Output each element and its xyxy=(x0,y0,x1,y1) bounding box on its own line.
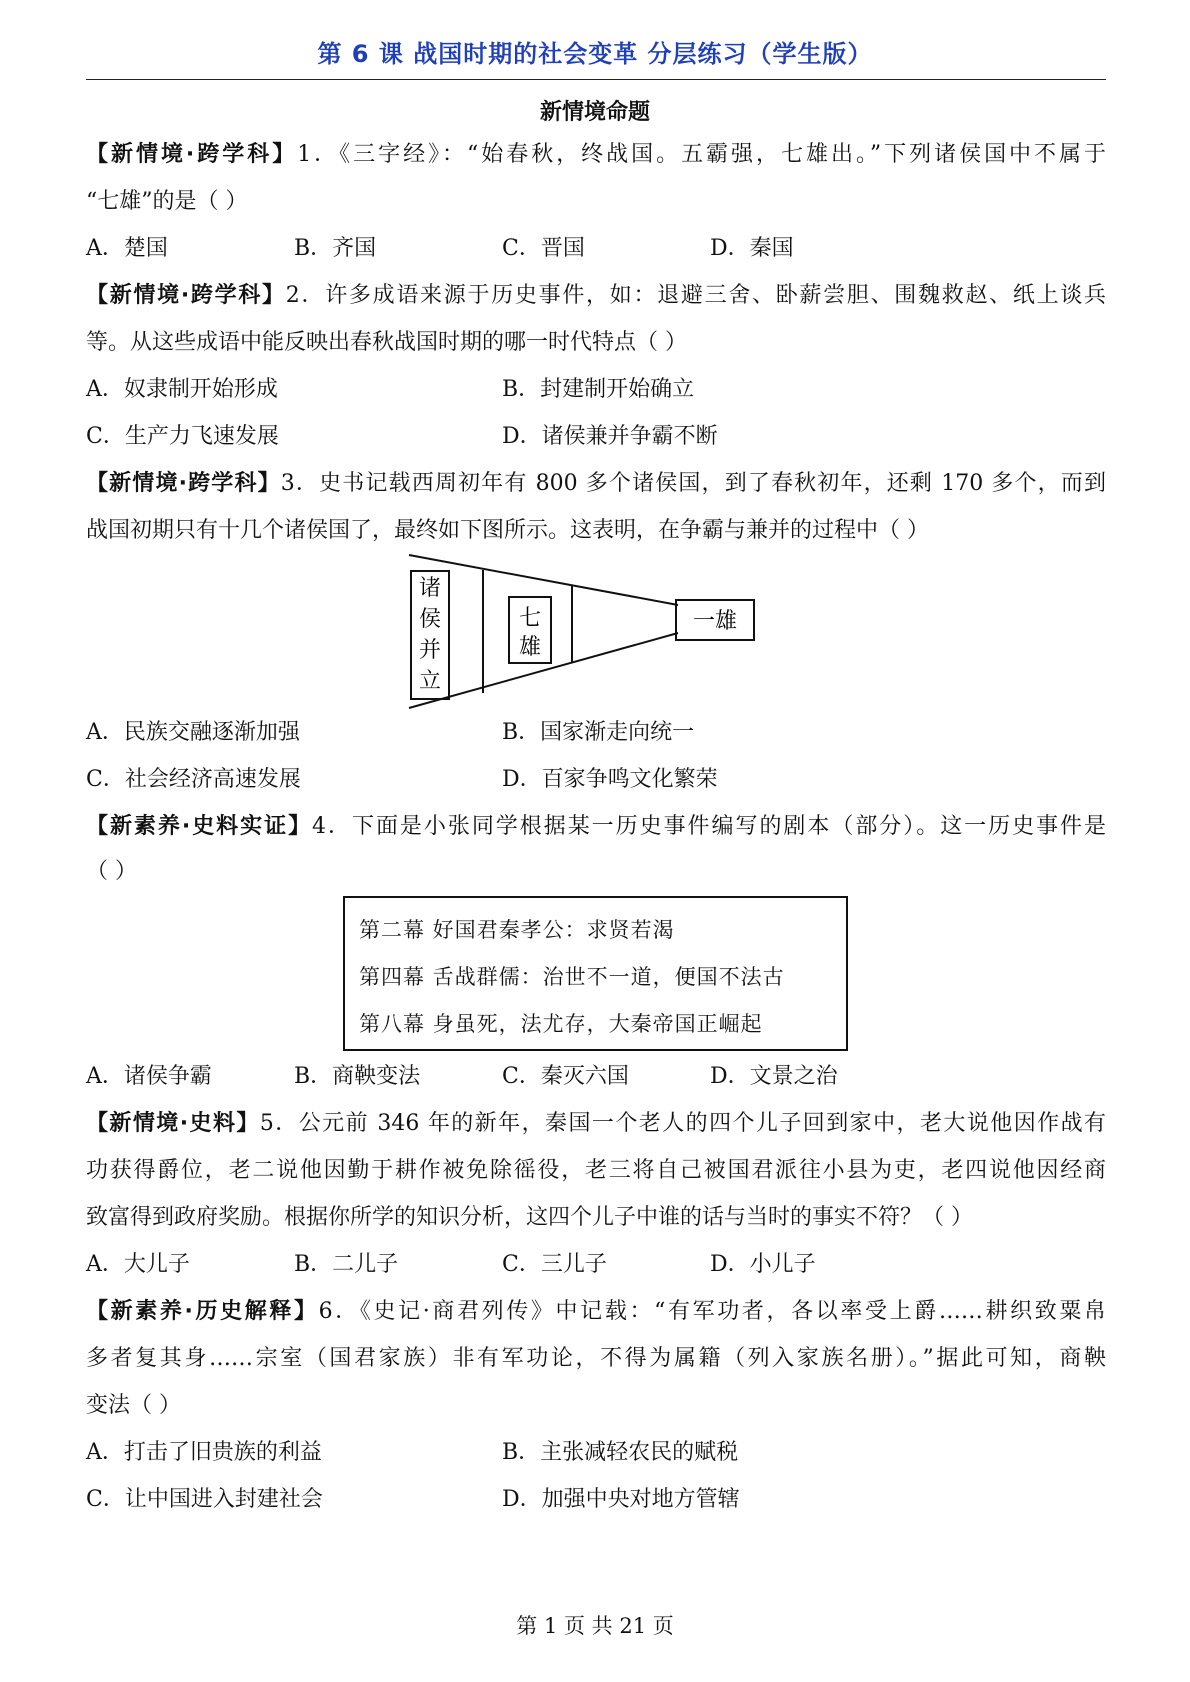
script-excerpt-box xyxy=(343,896,848,1051)
script-row-1: 第二幕 好国君秦孝公：求贤若渴 xyxy=(359,918,675,942)
q2-option-a[interactable]: A．奴隶制开始形成 xyxy=(86,377,278,402)
q4-option-b[interactable]: B．商鞅变法 xyxy=(294,1064,421,1089)
q2-option-d[interactable]: D．诸侯兼并争霸不断 xyxy=(502,424,718,449)
q6-line-1: 【新素养·历史解释】6．《史记·商君列传》中记载：“有军功者，各以率受上爵……耕织致粟帛 xyxy=(86,1299,1107,1324)
q5-option-b[interactable]: B．二儿子 xyxy=(294,1252,399,1277)
q2-line-1: 【新情境·跨学科】2．许多成语来源于历史事件，如：退避三舍、卧薪尝胆、围魏救赵、纸上谈兵 xyxy=(86,283,1107,308)
q2-option-b[interactable]: B．封建制开始确立 xyxy=(502,377,695,402)
q6-option-c[interactable]: C．让中国进入封建社会 xyxy=(86,1487,323,1512)
section-title: 新情境命题 xyxy=(539,100,650,125)
q4-option-a[interactable]: A．诸侯争霸 xyxy=(86,1064,212,1089)
q6-option-a[interactable]: A．打击了旧贵族的利益 xyxy=(86,1440,322,1465)
q5-line-3: 致富得到政府奖励。根据你所学的知识分析，这四个儿子中谁的话与当时的事实不符？（ ） xyxy=(86,1205,973,1230)
q1-option-a[interactable]: A．楚国 xyxy=(86,236,168,261)
script-row-2: 第四幕 舌战群儒：治世不一道，便国不法古 xyxy=(359,965,785,989)
q3-option-b[interactable]: B．国家渐走向统一 xyxy=(502,720,695,745)
funnel-end-label: 一雄 xyxy=(692,609,738,634)
q4-option-c[interactable]: C．秦灭六国 xyxy=(502,1064,629,1089)
q3-line-2: 战国初期只有十几个诸侯国了，最终如下图所示。这表明，在争霸与兼并的过程中（ ） xyxy=(86,518,929,543)
q5-line-1: 【新情境·史料】5．公元前 346 年的新年，秦国一个老人的四个儿子回到家中，老大说他因作战有 xyxy=(86,1111,1107,1136)
q5-line-2: 功获得爵位，老二说他因勤于耕作被免除徭役，老三将自己被国君派往小县为吏，老四说他因经商 xyxy=(86,1158,1106,1183)
q4-line-2: （ ） xyxy=(86,859,137,884)
q1-tag: 【新情境·跨学科】 xyxy=(86,142,298,167)
page-header-title: 第 6 课 战国时期的社会变革 分层练习（学生版） xyxy=(317,40,873,68)
q6-option-b[interactable]: B．主张减轻农民的赋税 xyxy=(502,1440,739,1465)
q6-tag: 【新素养·历史解释】 xyxy=(86,1299,319,1324)
unification-funnel-figure xyxy=(405,550,795,710)
funnel-col1-char-1: 诸 xyxy=(418,576,442,601)
funnel-col1-char-2: 侯 xyxy=(418,607,442,632)
q4-tag: 【新素养·史料实证】 xyxy=(86,814,313,839)
q1-option-c[interactable]: C．晋国 xyxy=(502,236,585,261)
q1-line-2: “七雄”的是（ ） xyxy=(86,189,248,214)
q5-option-c[interactable]: C．三儿子 xyxy=(502,1252,607,1277)
funnel-col1-char-4: 立 xyxy=(418,669,442,694)
q1-option-b[interactable]: B．齐国 xyxy=(294,236,377,261)
q6-line-3: 变法（ ） xyxy=(86,1393,181,1418)
q6-option-d[interactable]: D．加强中央对地方管辖 xyxy=(502,1487,740,1512)
q3-tag: 【新情境·跨学科】 xyxy=(86,471,281,496)
q6-line-2: 多者复其身……宗室（国君家族）非有军功论，不得为属籍（列入家族名册）。”据此可知，商鞅 xyxy=(86,1346,1106,1371)
funnel-col2-char-2: 雄 xyxy=(518,635,542,660)
q4-line-1: 【新素养·史料实证】4．下面是小张同学根据某一历史事件编写的剧本（部分）。这一历史事件是 xyxy=(86,814,1107,839)
script-row-3: 第八幕 身虽死，法尤存，大秦帝国正崛起 xyxy=(359,1012,763,1036)
q4-option-d[interactable]: D．文景之治 xyxy=(710,1064,838,1089)
q2-option-c[interactable]: C．生产力飞速发展 xyxy=(86,424,279,449)
q2-tag: 【新情境·跨学科】 xyxy=(86,283,286,308)
header-rule xyxy=(86,79,1106,80)
q3-option-a[interactable]: A．民族交融逐渐加强 xyxy=(86,720,300,745)
funnel-col1-char-3: 并 xyxy=(418,638,442,663)
q3-line-1: 【新情境·跨学科】3．史书记载西周初年有 800 多个诸侯国，到了春秋初年，还剩 170 多个，而到 xyxy=(86,471,1106,496)
q2-line-2: 等。从这些成语中能反映出春秋战国时期的哪一时代特点（ ） xyxy=(86,330,687,355)
q1-line-1: 【新情境·跨学科】1．《三字经》：“始春秋，终战国。五霸强，七雄出。”下列诸侯国中不属于 xyxy=(86,142,1107,167)
q3-option-d[interactable]: D．百家争鸣文化繁荣 xyxy=(502,767,718,792)
q1-option-d[interactable]: D．秦国 xyxy=(710,236,794,261)
q5-option-d[interactable]: D．小儿子 xyxy=(710,1252,816,1277)
funnel-col2-char-1: 七 xyxy=(518,606,542,631)
page-footer: 第 1 页 共 21 页 xyxy=(516,1614,674,1638)
q5-option-a[interactable]: A．大儿子 xyxy=(86,1252,190,1277)
q5-tag: 【新情境·史料】 xyxy=(86,1111,260,1136)
q3-option-c[interactable]: C．社会经济高速发展 xyxy=(86,767,301,792)
